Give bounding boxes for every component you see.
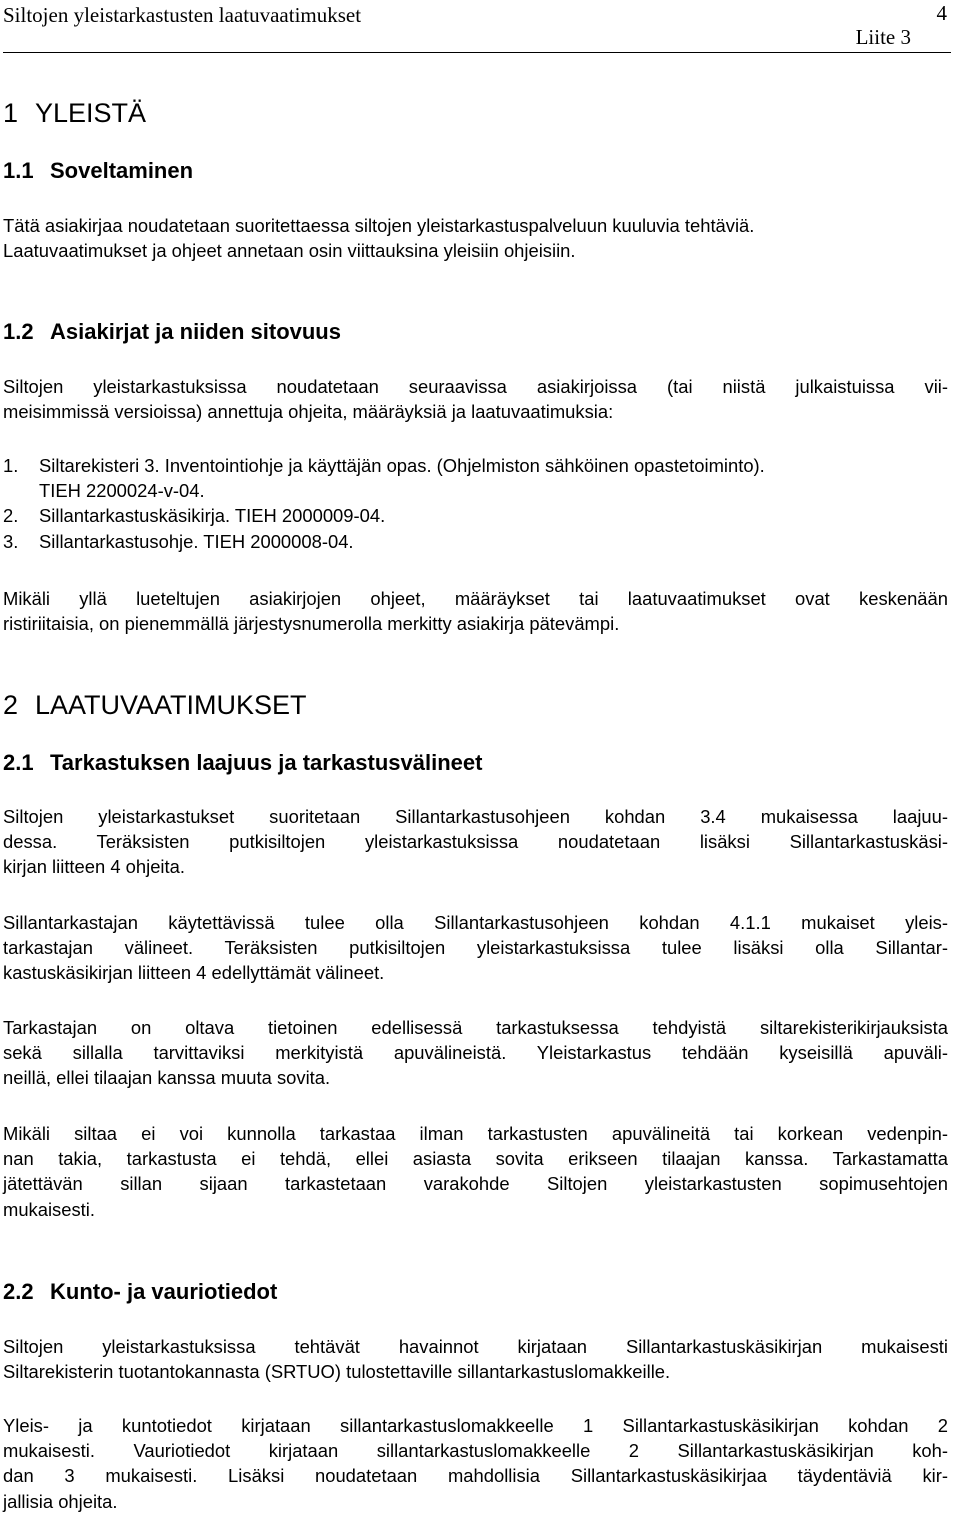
paragraph-line: Siltarekisterin tuotantokannasta (SRTUO) tulostettaville sillantarkastuslomakkeille. [3, 1361, 671, 1383]
list-text: Sillantarkastuskäsikirja. TIEH 2000009-04. [39, 505, 386, 527]
section-title: Kunto- ja vauriotiedot [50, 1279, 278, 1304]
heading-section-1 [3, 97, 146, 129]
heading-section-1-2 [3, 318, 341, 346]
paragraph-1-2-intro [3, 374, 948, 424]
paragraph-line: neillä, ellei tilaajan kanssa muuta sovita. [3, 1067, 331, 1089]
paragraph-1-1 [3, 213, 948, 263]
paragraph-2-1-scope [3, 804, 948, 880]
paragraph-line: Sillantarkastajan käytettävissä tulee olla Sillantarkastusohjeen kohdan 4.1.1 mukaiset yleis- [3, 912, 948, 933]
list-item [3, 529, 948, 554]
paragraph-line: Siltojen yleistarkastukset suoritetaan Sillantarkastusohjeen kohdan 3.4 mukaisessa laajuu- [3, 806, 948, 827]
list-number: 2. [3, 505, 19, 527]
paragraph-line: mukaisesti. [3, 1198, 95, 1220]
paragraph-line: Mikäli yllä lueteltujen asiakirjojen ohjeet, määräykset tai laatuvaatimukset ovat keskenään [3, 588, 948, 609]
section-number: 1.2 [3, 319, 34, 344]
paragraph-line: Tarkastajan on oltava tietoinen edellisessä tarkastuksessa tehdyistä siltarekisterikirjauksista [3, 1017, 948, 1038]
list-number: 3. [3, 530, 19, 552]
paragraph-line: dan 3 mukaisesti. Lisäksi noudatetaan mahdollisia Sillantarkastuskäsikirjaa täydentäviä kir- [3, 1465, 948, 1487]
paragraph-line: kirjan liitteen 4 ohjeita. [3, 856, 185, 878]
paragraph-line: dessa. Teräksisten putkisiltojen yleistarkastuksissa noudatetaan lisäksi Sillantarkastuskäsi- [3, 831, 948, 853]
section-title: YLEISTÄ [35, 98, 147, 128]
heading-section-2-2 [3, 1278, 277, 1306]
paragraph-line: meisimmissä versioissa) annettuja ohjeita, määräyksiä ja laatuvaatimuksia: [3, 401, 614, 423]
paragraph-line: Siltojen yleistarkastuksissa tehtävät havainnot kirjataan Sillantarkastuskäsikirjan mukaisesti [3, 1336, 948, 1357]
page-header [3, 0, 951, 53]
list-text: Sillantarkastusohje. TIEH 2000008-04. [39, 530, 354, 552]
paragraph-line: Tätä asiakirjaa noudatetaan suoritettaessa siltojen yleistarkastuspalveluun kuuluvia tehtäviä. [3, 215, 755, 236]
paragraph-2-2-forms [3, 1413, 948, 1514]
section-number: 2.1 [3, 750, 34, 775]
paragraph-line: Siltojen yleistarkastuksissa noudatetaan seuraavissa asiakirjoissa (tai niistä julkaistuissa vii- [3, 376, 948, 397]
page-number: 4 [936, 1, 947, 25]
list-item [3, 453, 948, 478]
paragraph-line: Mikäli siltaa ei voi kunnolla tarkastaa ilman tarkastusten apuvälineitä tai korkean vedenpin- [3, 1123, 948, 1144]
appendix-label: Liite 3 [855, 25, 911, 49]
paragraph-line: tarkastajan välineet. Teräksisten putkisiltojen yleistarkastuksissa tulee lisäksi olla Sillantar- [3, 937, 948, 959]
section-title: Tarkastuksen laajuus ja tarkastusvälineet [50, 750, 483, 775]
document-list [3, 453, 948, 554]
paragraph-2-2-observations [3, 1334, 948, 1384]
paragraph-line: jallisia ohjeita. [3, 1490, 118, 1512]
paragraph-line: nan takia, tarkastusta ei tehdä, ellei asiasta sovita erikseen tilaajan kanssa. Tarkastamatta [3, 1148, 948, 1170]
list-number: 1. [3, 455, 19, 476]
paragraph-line: jätettävän sillan sijaan tarkastetaan varakohde Siltojen yleistarkastusten sopimusehtojen [3, 1173, 948, 1195]
section-number: 1 [3, 98, 19, 128]
section-title: Soveltaminen [50, 158, 194, 183]
paragraph-line: Laatuvaatimukset ja ohjeet annetaan osin viittauksina yleisiin ohjeisiin. [3, 240, 576, 262]
paragraph-1-2-precedence [3, 586, 948, 636]
paragraph-line: Yleis- ja kuntotiedot kirjataan sillantarkastuslomakkeelle 1 Sillantarkastuskäsikirjan kohdan 2 [3, 1415, 948, 1436]
heading-section-2-1 [3, 749, 482, 777]
heading-section-1-1 [3, 157, 193, 185]
list-item-continuation: TIEH 2200024-v-04. [39, 480, 205, 502]
heading-section-2 [3, 689, 307, 721]
paragraph-2-1-tools [3, 910, 948, 986]
section-number: 2.2 [3, 1279, 34, 1304]
paragraph-line: kastuskäsikirjan liitteen 4 edellyttämät välineet. [3, 962, 385, 984]
paragraph-2-1-records [3, 1015, 948, 1091]
section-number: 1.1 [3, 158, 34, 183]
paragraph-line: sekä sillalla tarvittaviksi merkityistä apuvälineistä. Yleistarkastus tehdään kyseisillä apuväli- [3, 1042, 948, 1064]
section-number: 2 [3, 690, 19, 720]
paragraph-line: ristiriitaisia, on pienemmällä järjestysnumerolla merkitty asiakirja pätevämpi. [3, 613, 620, 635]
paragraph-2-1-exceptions [3, 1121, 948, 1222]
paragraph-line: mukaisesti. Vauriotiedot kirjataan sillantarkastuslomakkeelle 2 Sillantarkastuskäsikirjan koh- [3, 1440, 948, 1462]
list-item [3, 503, 948, 528]
section-title: LAATUVAATIMUKSET [35, 690, 307, 720]
section-title: Asiakirjat ja niiden sitovuus [50, 319, 341, 344]
header-title: Siltojen yleistarkastusten laatuvaatimukset [3, 3, 362, 27]
list-text: Siltarekisteri 3. Inventointiohje ja käyttäjän opas. (Ohjelmiston sähköinen opastetoiminto). [39, 455, 765, 476]
